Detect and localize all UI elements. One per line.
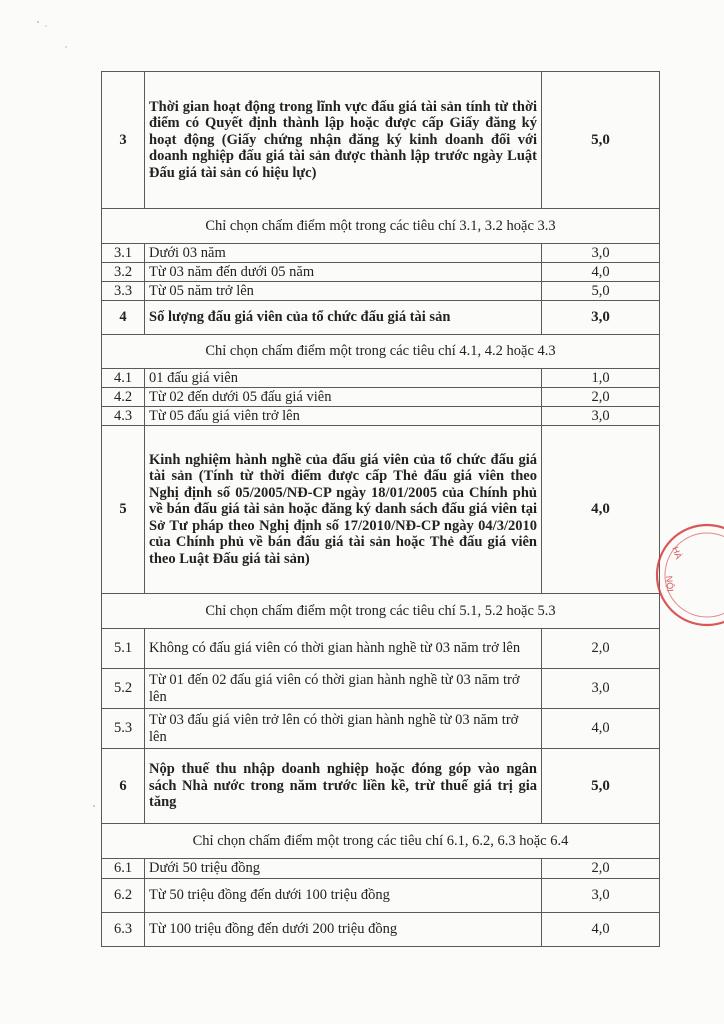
criterion-text: Kinh nghiệm hành nghề của đấu giá viên của tổ chức đấu giá tài sản (Tính từ thời điểm được cấp Thẻ đấu giá viên theo Nghị định số 05/2005/NĐ-CP ngày 18/01/2005 của Chính phủ về bán đấu giá tài sản hoặc đăng ký danh sách đấu giá viên tại Sở Tư pháp theo Nghị định số 17/2010/NĐ-CP ngày 04/3/2010 của Chính phủ về bán đấu giá tài sản hoặc Thẻ đấu giá viên theo Luật Đấu giá tài sản) [145, 426, 542, 594]
table-row [102, 282, 660, 301]
criterion-score: 3,0 [542, 669, 660, 709]
criterion-number: 6.1 [102, 859, 145, 879]
table-row [102, 669, 660, 709]
criterion-number: 6 [102, 749, 145, 824]
table-row [102, 594, 660, 629]
criterion-score: 5,0 [542, 749, 660, 824]
criterion-number: 5.1 [102, 629, 145, 669]
criterion-text: Số lượng đấu giá viên của tổ chức đấu giá tài sản [145, 301, 542, 335]
criterion-text: Từ 03 đấu giá viên trở lên có thời gian hành nghề từ 03 năm trở lên [145, 709, 542, 749]
table-row [102, 388, 660, 407]
criterion-score: 3,0 [542, 301, 660, 335]
criterion-score: 2,0 [542, 859, 660, 879]
criterion-text: Từ 05 đấu giá viên trở lên [145, 407, 542, 426]
criterion-score: 4,0 [542, 263, 660, 282]
svg-text:HÀ: HÀ [670, 545, 684, 561]
criterion-number: 6.3 [102, 913, 145, 947]
criteria-table [101, 71, 660, 947]
criterion-score: 4,0 [542, 913, 660, 947]
criterion-score: 5,0 [542, 72, 660, 209]
table-row [102, 301, 660, 335]
selection-note: Chỉ chọn chấm điểm một trong các tiêu chí 3.1, 3.2 hoặc 3.3 [102, 209, 660, 244]
criterion-text: Từ 03 năm đến dưới 05 năm [145, 263, 542, 282]
criterion-number: 3 [102, 72, 145, 209]
criterion-text: Từ 05 năm trở lên [145, 282, 542, 301]
criterion-number: 4.3 [102, 407, 145, 426]
criterion-number: 5.3 [102, 709, 145, 749]
criterion-score: 1,0 [542, 369, 660, 388]
criterion-number: 4.1 [102, 369, 145, 388]
criterion-text: Thời gian hoạt động trong lĩnh vực đấu giá tài sản tính từ thời điểm có Quyết định thành lập hoặc được cấp Giấy đăng ký hoạt động (Giấy chứng nhận đăng ký kinh doanh đối với doanh nghiệp đấu giá tài sản được thành lập trước ngày Luật Đấu giá tài sản có hiệu lực) [145, 72, 542, 209]
criterion-text: Không có đấu giá viên có thời gian hành nghề từ 03 năm trở lên [145, 629, 542, 669]
table-row [102, 879, 660, 913]
criterion-number: 4.2 [102, 388, 145, 407]
criterion-score: 2,0 [542, 388, 660, 407]
criterion-number: 5 [102, 426, 145, 594]
svg-text:NỘI: NỘI [664, 575, 676, 593]
table-row [102, 859, 660, 879]
table-row [102, 209, 660, 244]
criterion-number: 5.2 [102, 669, 145, 709]
criterion-score: 3,0 [542, 879, 660, 913]
table-row [102, 749, 660, 824]
seal-stamp-fragment [652, 520, 724, 630]
criterion-number: 6.2 [102, 879, 145, 913]
criterion-score: 4,0 [542, 709, 660, 749]
criterion-number: 4 [102, 301, 145, 335]
criterion-number: 3.3 [102, 282, 145, 301]
table-row [102, 407, 660, 426]
table-row [102, 335, 660, 369]
criterion-score: 4,0 [542, 426, 660, 594]
criterion-text: 01 đấu giá viên [145, 369, 542, 388]
table-row [102, 72, 660, 209]
criterion-text: Nộp thuế thu nhập doanh nghiệp hoặc đóng góp vào ngân sách Nhà nước trong năm trước liền kề, trừ thuế giá trị gia tăng [145, 749, 542, 824]
table-row [102, 824, 660, 859]
criterion-text: Từ 100 triệu đồng đến dưới 200 triệu đồng [145, 913, 542, 947]
table-row [102, 263, 660, 282]
table-row [102, 629, 660, 669]
selection-note: Chỉ chọn chấm điểm một trong các tiêu chí 4.1, 4.2 hoặc 4.3 [102, 335, 660, 369]
selection-note: Chỉ chọn chấm điểm một trong các tiêu chí 6.1, 6.2, 6.3 hoặc 6.4 [102, 824, 660, 859]
criterion-text: Dưới 50 triệu đồng [145, 859, 542, 879]
criterion-score: 2,0 [542, 629, 660, 669]
table-row [102, 369, 660, 388]
criterion-number: 3.1 [102, 244, 145, 263]
criterion-score: 3,0 [542, 407, 660, 426]
table-row [102, 244, 660, 263]
criterion-text: Từ 02 đến dưới 05 đấu giá viên [145, 388, 542, 407]
criterion-text: Từ 50 triệu đồng đến dưới 100 triệu đồng [145, 879, 542, 913]
table-row [102, 426, 660, 594]
criterion-text: Dưới 03 năm [145, 244, 542, 263]
table-row [102, 913, 660, 947]
criterion-text: Từ 01 đến 02 đấu giá viên có thời gian hành nghề từ 03 năm trở lên [145, 669, 542, 709]
selection-note: Chỉ chọn chấm điểm một trong các tiêu chí 5.1, 5.2 hoặc 5.3 [102, 594, 660, 629]
table-row [102, 709, 660, 749]
criterion-score: 5,0 [542, 282, 660, 301]
criterion-score: 3,0 [542, 244, 660, 263]
criterion-number: 3.2 [102, 263, 145, 282]
